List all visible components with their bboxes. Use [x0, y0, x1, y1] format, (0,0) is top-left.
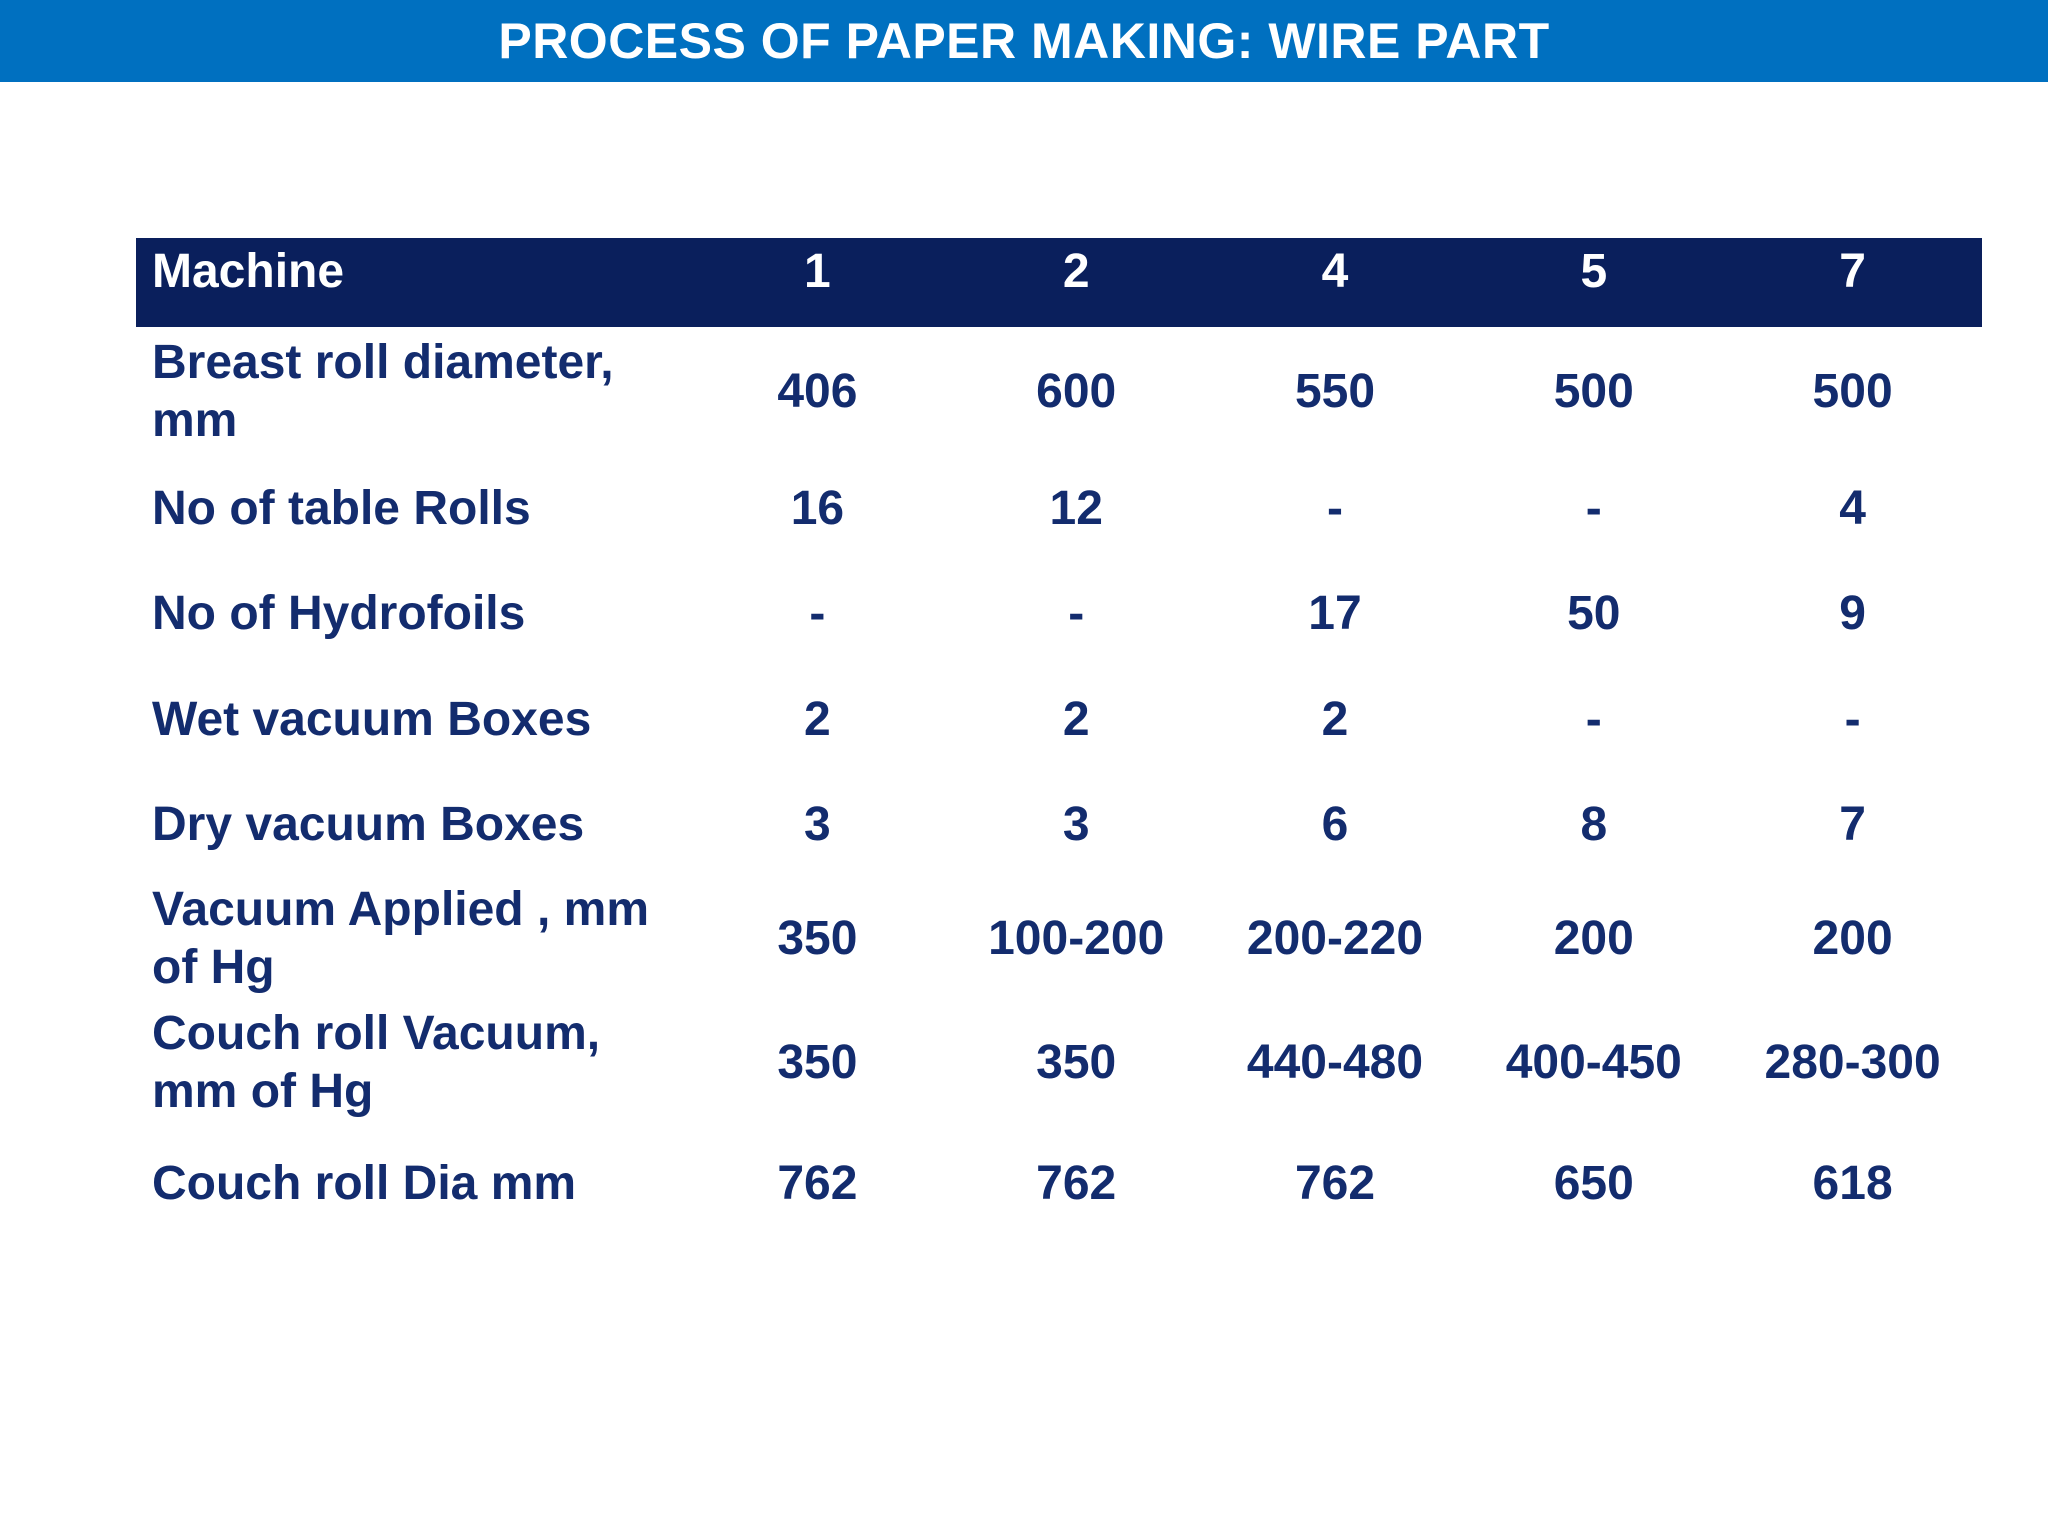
- cell: 2: [1062, 693, 1090, 746]
- cell: 2: [804, 693, 831, 746]
- cell: 2: [1321, 693, 1349, 746]
- cell: 4: [1839, 482, 1866, 535]
- table-row: [136, 1001, 1982, 1125]
- cell: 350: [777, 1036, 858, 1089]
- cell: 8: [1580, 798, 1608, 851]
- cell: 200-220: [1246, 912, 1424, 965]
- cell: 600: [1036, 365, 1117, 418]
- cell: 6: [1321, 798, 1349, 851]
- cell: -: [1068, 587, 1085, 640]
- title-bar: [0, 0, 2048, 82]
- cell: 100-200: [988, 912, 1165, 965]
- cell: 50: [1567, 587, 1621, 640]
- table-row: [136, 1125, 1982, 1243]
- header-machine-1: 1: [804, 245, 831, 298]
- table-row: [136, 877, 1982, 1001]
- table-row: [136, 667, 1982, 773]
- cell: 550: [1294, 365, 1376, 418]
- cell: 17: [1308, 587, 1362, 640]
- cell: -: [809, 587, 826, 640]
- cell: 3: [804, 798, 831, 851]
- table-row: [136, 327, 1982, 457]
- header-machine-7: 7: [1839, 245, 1866, 298]
- cell: 9: [1839, 587, 1866, 640]
- cell: 406: [777, 365, 858, 418]
- table-row: [136, 561, 1982, 667]
- cell: 7: [1839, 798, 1866, 851]
- cell: 12: [1049, 482, 1103, 535]
- cell: 280-300: [1764, 1036, 1941, 1089]
- table-row: [136, 457, 1982, 561]
- cell: 440-480: [1246, 1036, 1424, 1089]
- header-machine-2: 2: [1062, 245, 1090, 298]
- header-machine-5: 5: [1580, 245, 1608, 298]
- cell: 762: [1036, 1157, 1117, 1210]
- cell: 762: [1294, 1157, 1376, 1210]
- wire-part-spec-table: [136, 238, 1982, 1243]
- cell: -: [1844, 693, 1861, 746]
- header-label: Machine: [152, 245, 345, 298]
- cell: 500: [1812, 365, 1893, 418]
- cell: 16: [790, 482, 845, 535]
- row-label: Wet vacuum Boxes: [152, 693, 592, 746]
- row-label: Breast roll diameter, mm: [152, 336, 614, 447]
- cell: 400-450: [1505, 1036, 1682, 1089]
- header-machine-4: 4: [1321, 245, 1349, 298]
- cell: 200: [1553, 912, 1634, 965]
- row-label: Couch roll Dia mm: [152, 1157, 577, 1210]
- row-label: Vacuum Applied , mm of Hg: [152, 883, 649, 994]
- cell: -: [1585, 482, 1602, 535]
- cell: 3: [1062, 798, 1090, 851]
- cell: -: [1327, 482, 1343, 535]
- cell: 500: [1553, 365, 1634, 418]
- row-label: Couch roll Vacuum, mm of Hg: [152, 1007, 601, 1118]
- table-header-row: [136, 238, 1982, 327]
- cell: 762: [777, 1157, 858, 1210]
- cell: 350: [777, 912, 858, 965]
- cell: 650: [1553, 1157, 1634, 1210]
- slide-title: PROCESS OF PAPER MAKING: WIRE PART: [498, 13, 1550, 69]
- table-row: [136, 773, 1982, 877]
- cell: 618: [1812, 1157, 1893, 1210]
- row-label: No of Hydrofoils: [152, 587, 526, 640]
- cell: 200: [1812, 912, 1893, 965]
- cell: 350: [1036, 1036, 1117, 1089]
- row-label: Dry vacuum Boxes: [152, 798, 585, 851]
- row-label: No of table Rolls: [152, 482, 531, 535]
- cell: -: [1585, 693, 1602, 746]
